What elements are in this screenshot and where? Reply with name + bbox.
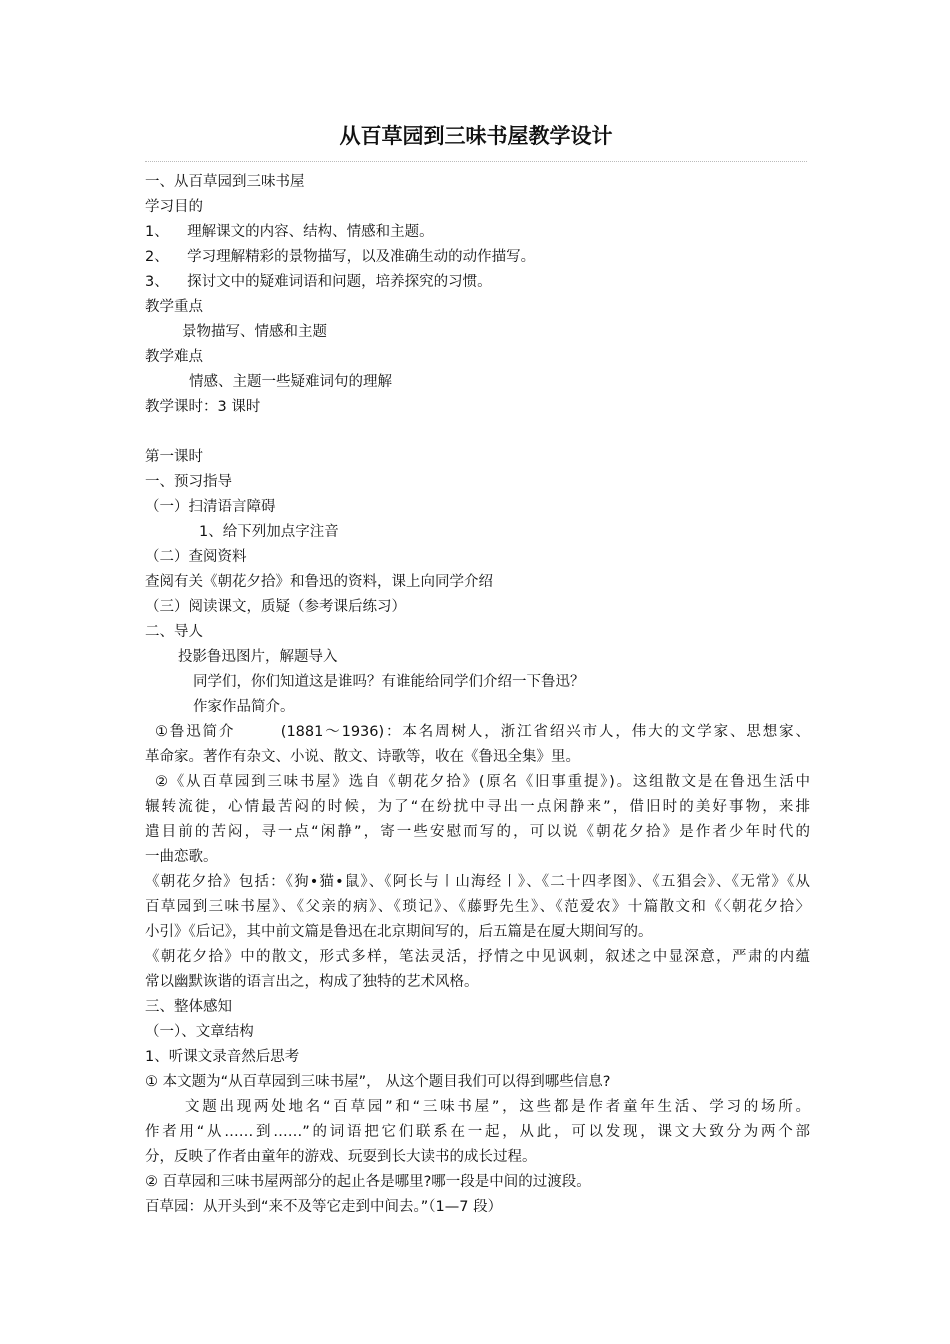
paragraph-line: 遣目前的苦闷，寻一点“闲静”，寄一些安慰而写的，可以说《朝花夕拾》是作者少年时代的 — [145, 824, 810, 840]
subheading: 学习目的 — [145, 199, 203, 215]
text-line: 投影鲁迅图片，解题导入 — [178, 649, 338, 665]
subheading: （一）、文章结构 — [145, 1024, 254, 1040]
paragraph — [145, 770, 810, 870]
text-line: 教学课时：3 课时 — [145, 399, 261, 415]
paragraph — [145, 1095, 810, 1170]
paragraph-line: 小引》《后记》，其中前文篇是鲁迅在北京期间写的，后五篇是在厦大期间写的。 — [145, 924, 653, 940]
paragraph-line: 《朝花夕拾》包括：《狗•猫•鼠》、《阿长与〡山海经〡》、《二十四孝图》、《五猖会》、《无常》《从 — [145, 874, 810, 890]
list-item: 2、 学习理解精彩的景物描写，以及准确生动的动作描写。 — [145, 249, 536, 265]
question-line: ② 百草园和三味书屋两部分的起止各是哪里?哪一段是中间的过渡段。 — [145, 1174, 591, 1190]
text-line: 作家作品简介。 — [193, 699, 295, 715]
section-heading: 二、导人 — [145, 624, 203, 640]
paragraph-line: 革命家。著作有杂文、小说、散文、诗歌等，收在《鲁迅全集》里。 — [145, 749, 580, 765]
paragraph-line: 分，反映了作者由童年的游戏、玩耍到长大读书的成长过程。 — [145, 1149, 537, 1165]
blank-line — [145, 420, 810, 445]
text-line: 景物描写、情感和主题 — [182, 324, 327, 340]
text-line: 情感、主题一些疑难词句的理解 — [189, 374, 392, 390]
text-line: 1、给下列加点字注音 — [199, 524, 339, 540]
document-title: 从百草园到三味书屋教学设计 — [339, 124, 613, 148]
paragraph-line: 常以幽默诙谐的语言出之，构成了独特的艺术风格。 — [145, 974, 479, 990]
subheading: 教学难点 — [145, 349, 203, 365]
question-line: ① 本文题为“从百草园到三味书屋”， 从这个题目我们可以得到哪些信息? — [145, 1074, 611, 1090]
subheading: 一、预习指导 — [145, 474, 232, 490]
paragraph-line: 一曲恋歌。 — [145, 849, 218, 865]
paragraph-line: 辗转流徙，心情最苦闷的时候，为了“在纷扰中寻出一点闲静来”，借旧时的美好事物，来排 — [145, 799, 810, 815]
subheading: 第一课时 — [145, 449, 203, 465]
list-item: 3、 探讨文中的疑难词语和问题，培养探究的习惯。 — [145, 274, 492, 290]
list-item: 1、 理解课文的内容、结构、情感和主题。 — [145, 224, 434, 240]
paragraph-line: 文题出现两处地名“百草园”和“三味书屋”，这些都是作者童年生活、学习的场所。 — [185, 1099, 810, 1115]
subheading: （一）扫清语言障碍 — [145, 499, 276, 515]
subheading: 教学重点 — [145, 299, 203, 315]
text-line: 查阅有关《朝花夕拾》和鲁迅的资料，课上向同学介绍 — [145, 574, 493, 590]
subheading: （三）阅读课文，质疑（参考课后练习） — [145, 599, 406, 615]
paragraph-line: 作者用“从……到……”的词语把它们联系在一起，从此，可以发现，课文大致分为两个部 — [145, 1124, 810, 1140]
text-line: 同学们，你们知道这是谁吗？有谁能给同学们介绍一下鲁迅？ — [193, 674, 585, 690]
paragraph-line: 百草园到三味书屋》、《父亲的病》、《琐记》、《藤野先生》、《范爱农》十篇散文和《〈朝花夕拾〉 — [145, 899, 810, 915]
section-heading: 一、从百草园到三味书屋 — [145, 174, 305, 190]
title-divider — [145, 161, 807, 162]
paragraph-line: ②《从百草园到三味书屋》选自《朝花夕拾》(原名《旧事重提》)。这组散文是在鲁迅生活中 — [155, 774, 810, 790]
paragraph — [145, 870, 810, 945]
subheading: （二）查阅资料 — [145, 549, 247, 565]
text-line: 1、听课文录音然后思考 — [145, 1049, 300, 1065]
document-body — [145, 170, 810, 1220]
paragraph-line: ①鲁迅简介 (1881～1936)：本名周树人，浙江省绍兴市人，伟大的文学家、思想家、 — [155, 724, 810, 740]
paragraph — [145, 945, 810, 995]
text-line: 百草园：从开头到“来不及等它走到中间去。”（1—7 段） — [145, 1199, 503, 1215]
section-heading: 三、整体感知 — [145, 999, 232, 1015]
paragraph-line: 《朝花夕拾》中的散文，形式多样，笔法灵活，抒情之中见讽刺，叙述之中显深意，严肃的内蕴 — [145, 949, 810, 965]
paragraph — [145, 720, 810, 770]
